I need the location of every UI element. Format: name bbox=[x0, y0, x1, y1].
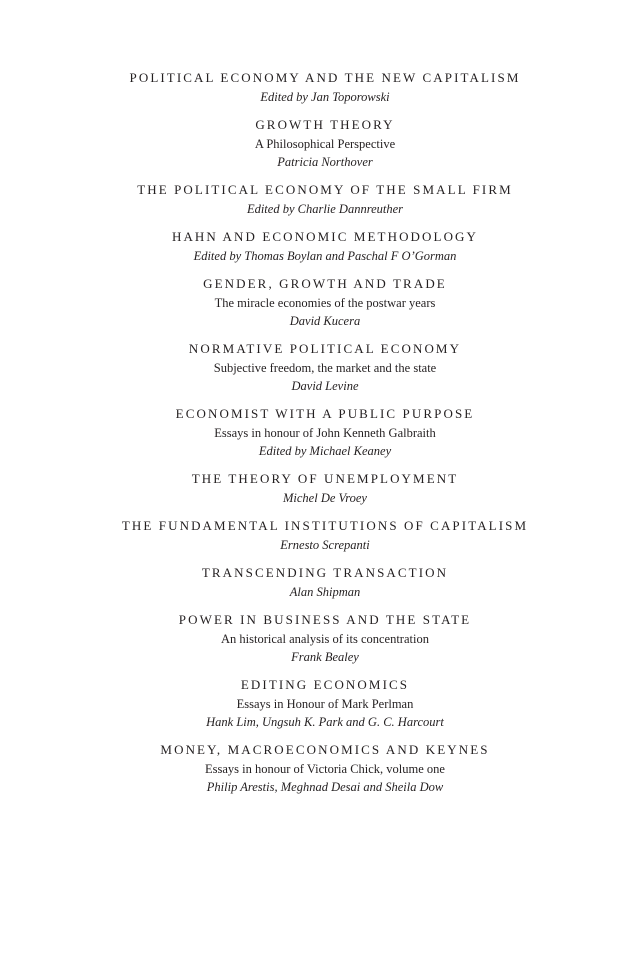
series-author: Edited by Michael Keaney bbox=[258, 444, 392, 458]
series-entry bbox=[0, 67, 638, 106]
series-title: THE THEORY OF UNEMPLOYMENT bbox=[191, 471, 459, 486]
series-subtitle: An historical analysis of its concentration bbox=[221, 632, 429, 646]
series-title: TRANSCENDING TRANSACTION bbox=[201, 565, 449, 580]
series-entry bbox=[0, 468, 638, 507]
series-author: Hank Lim, Ungsuh K. Park and G. C. Harcourt bbox=[206, 715, 444, 729]
series-title: POWER IN BUSINESS AND THE STATE bbox=[178, 612, 472, 627]
series-title: GENDER, GROWTH AND TRADE bbox=[203, 276, 447, 291]
series-author: Edited by Charlie Dannreuther bbox=[246, 202, 404, 216]
series-title: ECONOMIST WITH A PUBLIC PURPOSE bbox=[175, 406, 475, 421]
series-subtitle: The miracle economies of the postwar years bbox=[214, 296, 436, 310]
series-author: Patricia Northover bbox=[277, 155, 373, 169]
series-author: Ernesto Screpanti bbox=[280, 538, 370, 552]
series-list bbox=[0, 67, 638, 796]
series-entry bbox=[0, 273, 638, 330]
series-subtitle: Essays in honour of Victoria Chick, volume one bbox=[205, 762, 445, 776]
series-title: MONEY, MACROECONOMICS AND KEYNES bbox=[160, 742, 490, 757]
series-entry bbox=[0, 114, 638, 171]
series-author: Edited by Jan Toporowski bbox=[260, 90, 390, 104]
series-author: Alan Shipman bbox=[289, 585, 361, 599]
series-author: Edited by Thomas Boylan and Paschal F O’Gorman bbox=[193, 249, 457, 263]
series-entry bbox=[0, 562, 638, 601]
series-title: GROWTH THEORY bbox=[255, 117, 395, 132]
series-title: NORMATIVE POLITICAL ECONOMY bbox=[188, 341, 462, 356]
series-entry bbox=[0, 403, 638, 460]
series-subtitle: Subjective freedom, the market and the state bbox=[213, 361, 437, 375]
series-title: THE POLITICAL ECONOMY OF THE SMALL FIRM bbox=[137, 182, 513, 197]
series-subtitle: Essays in honour of John Kenneth Galbraith bbox=[214, 426, 436, 440]
series-title: EDITING ECONOMICS bbox=[240, 677, 410, 692]
series-author: Philip Arestis, Meghnad Desai and Sheila Dow bbox=[206, 780, 444, 794]
series-subtitle: Essays in Honour of Mark Perlman bbox=[236, 697, 414, 711]
series-subtitle: A Philosophical Perspective bbox=[254, 137, 396, 151]
series-entry bbox=[0, 609, 638, 666]
series-title: THE FUNDAMENTAL INSTITUTIONS OF CAPITALISM bbox=[121, 518, 529, 533]
series-author: Frank Bealey bbox=[291, 650, 359, 664]
series-author: David Kucera bbox=[289, 314, 361, 328]
series-entry bbox=[0, 674, 638, 731]
series-author: Michel De Vroey bbox=[283, 491, 367, 505]
series-entry bbox=[0, 739, 638, 796]
series-author: David Levine bbox=[291, 379, 359, 393]
series-entry bbox=[0, 179, 638, 218]
series-entry bbox=[0, 226, 638, 265]
series-title: HAHN AND ECONOMIC METHODOLOGY bbox=[171, 229, 479, 244]
series-entry bbox=[0, 338, 638, 395]
series-entry bbox=[0, 515, 638, 554]
series-title: POLITICAL ECONOMY AND THE NEW CAPITALISM bbox=[129, 70, 521, 85]
